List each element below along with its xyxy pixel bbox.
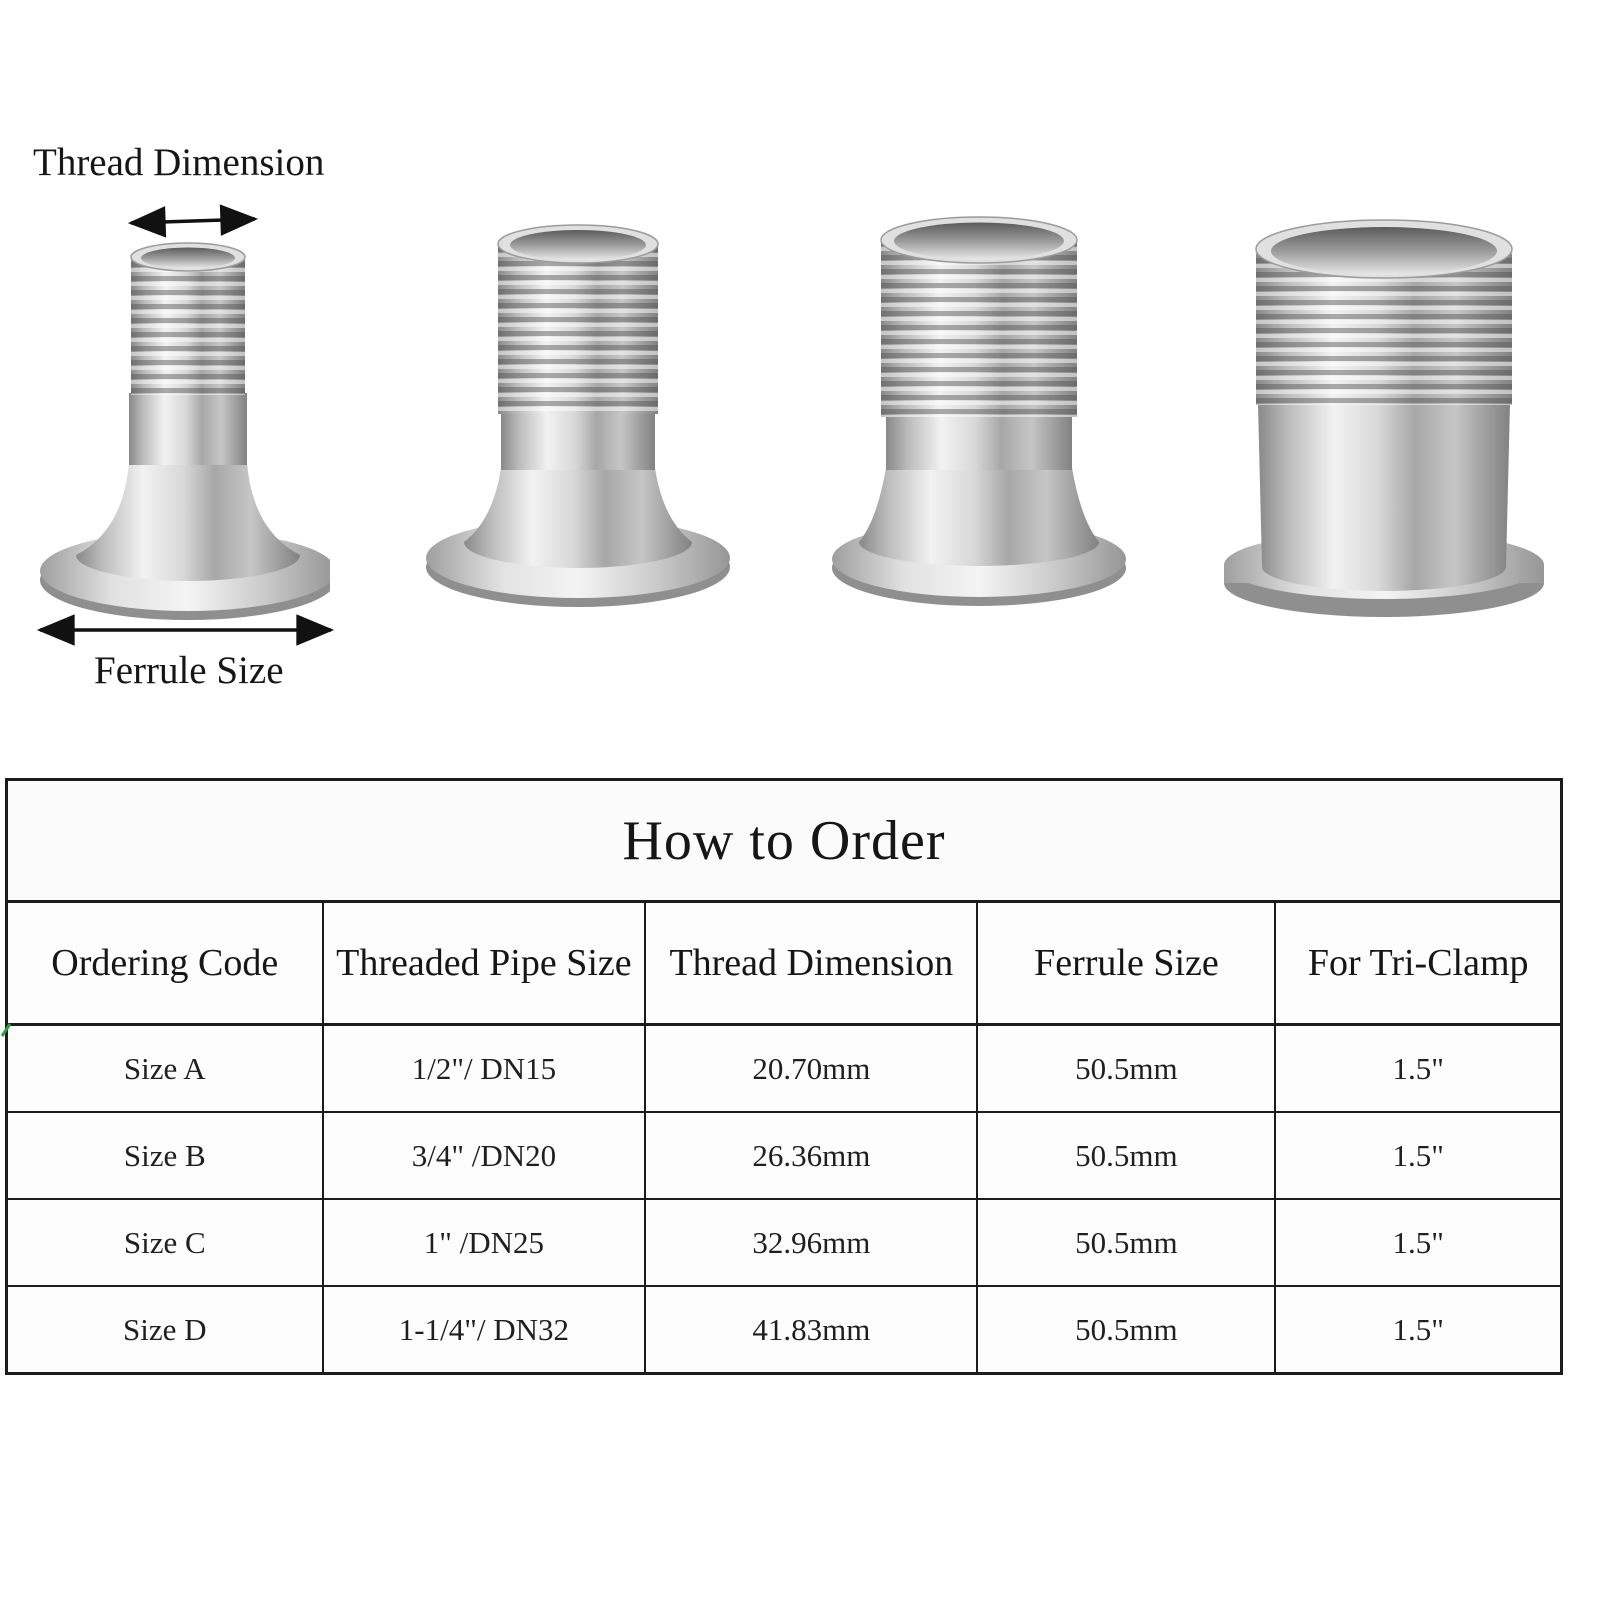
table-cell: 1/2"/ DN15 bbox=[322, 1026, 645, 1111]
table-cell: 1.5" bbox=[1274, 1287, 1560, 1372]
header-cell-for-tri-clamp: For Tri-Clamp bbox=[1274, 903, 1560, 1023]
table-cell: 3/4" /DN20 bbox=[322, 1113, 645, 1198]
table-cell: 41.83mm bbox=[644, 1287, 976, 1372]
fitting-photo-size-c bbox=[822, 212, 1132, 617]
table-row-size-d bbox=[8, 1287, 1560, 1372]
table-cell: 50.5mm bbox=[976, 1200, 1274, 1285]
header-cell-threaded-pipe-size: Threaded Pipe Size bbox=[322, 903, 645, 1023]
table-cell: 1-1/4"/ DN32 bbox=[322, 1287, 645, 1372]
order-table bbox=[5, 778, 1563, 1375]
fitting-photo-size-a bbox=[30, 233, 330, 628]
table-cell: 50.5mm bbox=[976, 1113, 1274, 1198]
fitting-photo-size-d bbox=[1213, 215, 1553, 620]
table-cell: Size C bbox=[123, 1224, 206, 1260]
table-cell: 1.5" bbox=[1274, 1200, 1560, 1285]
fitting-photo-size-b bbox=[420, 218, 730, 616]
table-cell: 32.96mm bbox=[644, 1200, 976, 1285]
table-cell: 1.5" bbox=[1274, 1113, 1560, 1198]
ferrule-size-label: Ferrule Size bbox=[94, 649, 284, 692]
table-cell: 50.5mm bbox=[976, 1026, 1274, 1111]
scan-artifact-mark bbox=[0, 1022, 12, 1038]
table-row-size-b bbox=[8, 1113, 1560, 1200]
table-cell: 1.5" bbox=[1274, 1026, 1560, 1111]
table-cell: 20.70mm bbox=[644, 1026, 976, 1111]
table-header-row bbox=[8, 903, 1560, 1026]
table-cell: 26.36mm bbox=[644, 1113, 976, 1198]
header-cell-ordering-code: Ordering Code bbox=[51, 942, 279, 984]
table-row-size-c bbox=[8, 1200, 1560, 1287]
thread-dimension-label: Thread Dimension bbox=[33, 141, 325, 184]
table-cell: Size B bbox=[123, 1137, 206, 1173]
table-cell: 1" /DN25 bbox=[322, 1200, 645, 1285]
table-cell: 50.5mm bbox=[976, 1287, 1274, 1372]
table-cell: Size A bbox=[123, 1050, 206, 1086]
table-row-size-a bbox=[8, 1026, 1560, 1113]
header-cell-ferrule-size: Ferrule Size bbox=[976, 903, 1274, 1023]
table-cell: Size D bbox=[122, 1311, 207, 1347]
header-cell-thread-dimension: Thread Dimension bbox=[644, 903, 976, 1023]
table-title: How to Order bbox=[8, 781, 1560, 903]
